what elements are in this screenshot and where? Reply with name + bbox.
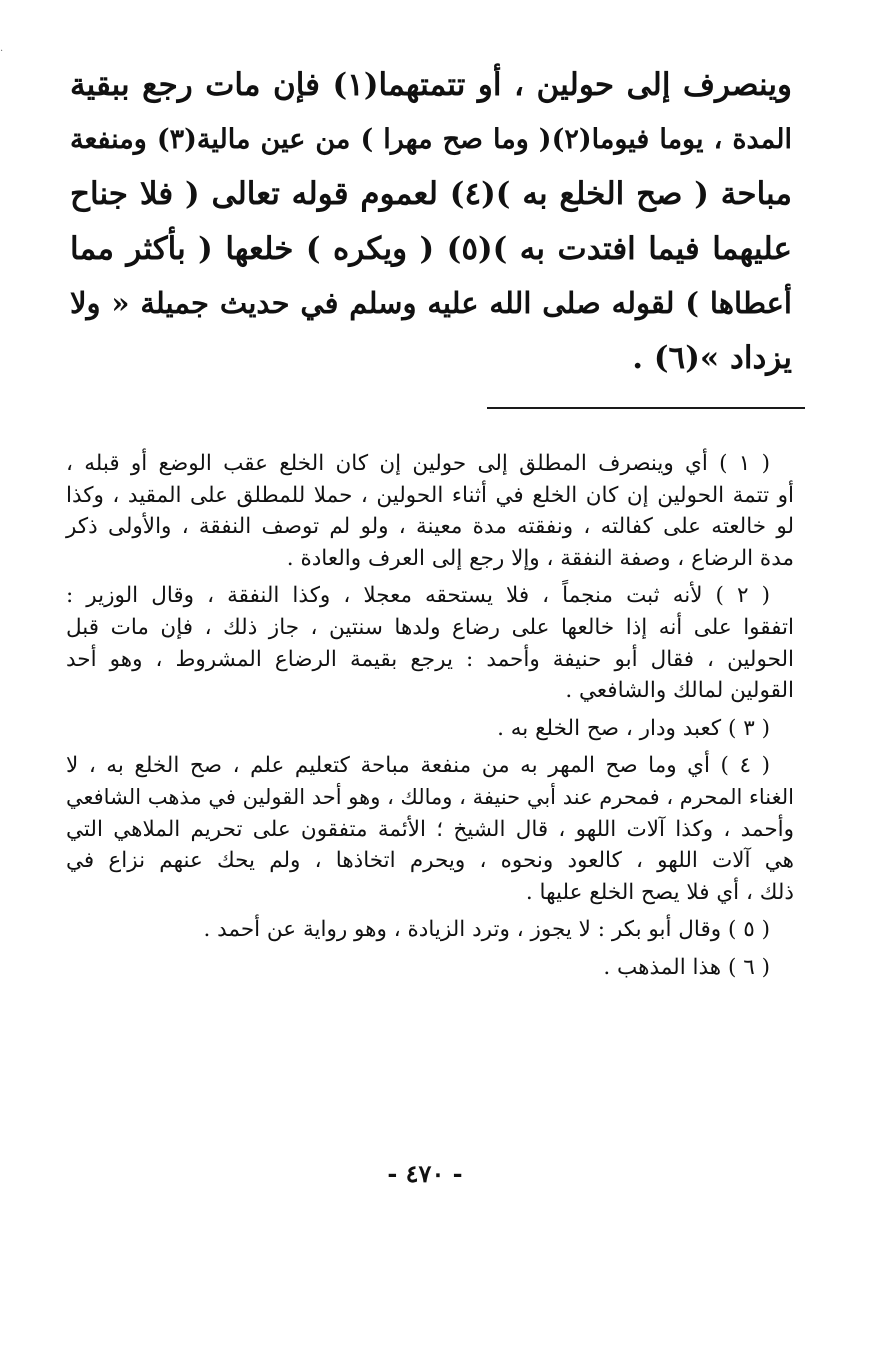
footnote-line: الحولين ، فقال أبو حنيفة وأحمد : يرجع بقيمة الرضاع المشروط ، وهو أحد (66, 646, 794, 672)
footnote-line: الغناء المحرم ، فمحرم عند أبي حنيفة ، ومالك ، وهو أحد القولين في مذهب الشافعي (66, 784, 794, 809)
footnote-line: مدة الرضاع ، وصفة النفقة ، وإلا رجع إلى العرف والعادة . (286, 545, 794, 571)
footnote-line: ( ٣ ) كعبد ودار ، صح الخلع به . (497, 715, 770, 741)
footnote-separator (487, 407, 805, 409)
main-line: أعطاها ) لقوله صلى الله عليه وسلم في حديث جميلة « ولا (70, 286, 792, 320)
main-line: عليهما فيما افتدت به )(٥) ( ويكره ) خلعها ( بأكثر مما (70, 230, 792, 267)
footnote-line: ( ٢ ) لأنه ثبت منجماً ، فلا يستحقه معجلا ، وكذا النفقة ، وقال الوزير : (66, 583, 770, 609)
footnote-line: ( ٦ ) هذا المذهب . (603, 954, 770, 980)
footnotes-block (66, 448, 794, 990)
main-line: مباحة ( صح الخلع به )(٤) لعموم قوله تعالى ( فلا جناح (70, 176, 792, 212)
footnote-line: القولين لمالك والشافعي . (565, 678, 794, 704)
footnote-line: هي آلات اللهو ، كالعود ونحوه ، ويحرم اتخاذها ، ولم يحك عنهم نزاع في (66, 848, 794, 874)
main-line: وينصرف إلى حولين ، أو تتمتهما(١) فإن مات رجع ببقية (70, 67, 792, 103)
main-line: المدة ، يوما فيوما(٢)( وما صح مهرا ) من عين مالية(٣) ومنفعة (70, 123, 792, 155)
page-number: - ٤٧٠ - (387, 1159, 463, 1188)
footnote-6 (66, 952, 794, 984)
footnote-3 (66, 713, 794, 745)
footnote-line: أو تتمة الحولين إن كان الخلع في أثناء الحولين ، حملا للمطلق على المقيد ، وكذا (66, 482, 794, 508)
main-text-block (70, 58, 792, 385)
main-line: يزداد »(٦) . (632, 339, 792, 376)
footnote-4 (66, 750, 794, 908)
footnote-line: ( ٥ ) وقال أبو بكر : لا يجوز ، وترد الزيادة ، وهو رواية عن أحمد . (203, 917, 770, 943)
footnote-line: ( ٤ ) أي وما صح المهر به من منفعة مباحة كتعليم علم ، صح الخلع به ، لا (66, 753, 770, 779)
footnote-line: لو خالعته على كفالته ، ونفقته مدة معينة ، ولو لم توصف النفقة ، والأولى ذكر (66, 514, 794, 540)
footnote-line: ( ١ ) أي وينصرف المطلق إلى حولين إن كان الخلع عقب الوضع أو قبله ، (66, 451, 770, 476)
footnote-line: ذلك ، أي فلا يصح الخلع عليها . (525, 879, 794, 905)
scan-mark: · (0, 46, 4, 57)
footnote-line: وأحمد ، وكذا آلات اللهو ، قال الشيخ ؛ الأئمة متفقون على تحريم الملاهي التي (66, 816, 794, 842)
footnote-2 (66, 580, 794, 706)
footnote-5 (66, 914, 794, 946)
footnote-1 (66, 448, 794, 574)
footnote-line: اتفقوا على أنه إذا خالعها على رضاع ولدها سنتين ، جاز ذلك ، فإن مات قبل (66, 614, 794, 640)
